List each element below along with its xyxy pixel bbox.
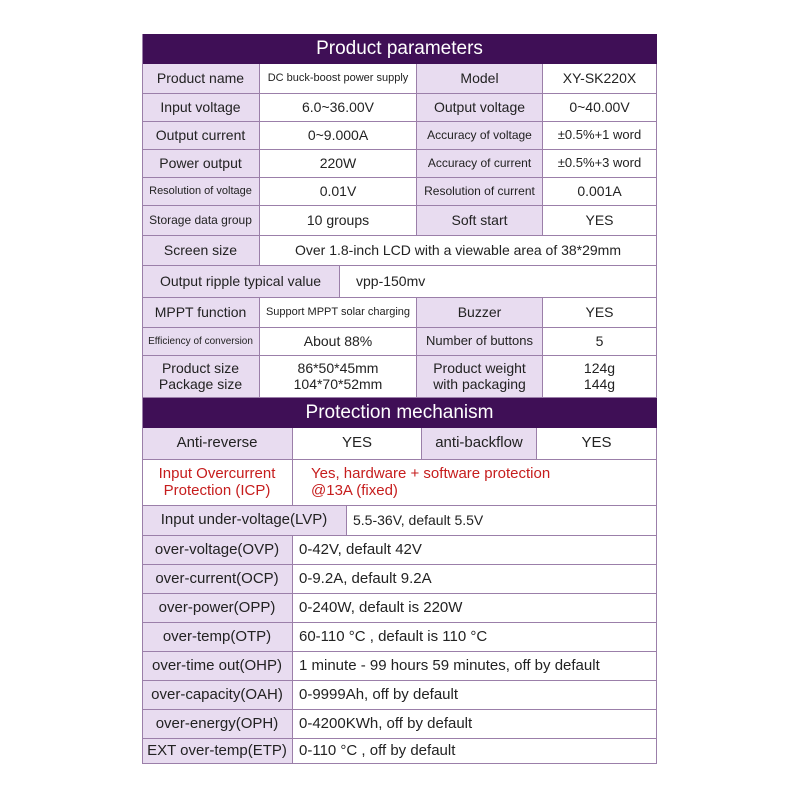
row-power — [142, 150, 657, 178]
model-value: XY-SK220X — [543, 64, 657, 94]
row-icp — [142, 460, 657, 506]
oph-label: over-energy(OPH) — [142, 710, 293, 739]
mppt-value: Support MPPT solar charging — [260, 298, 417, 328]
row-anti-reverse — [142, 428, 657, 460]
row-efficiency — [142, 328, 657, 356]
with-packaging-label: with packaging — [433, 375, 526, 392]
resolution-current-value: 0.001A — [543, 178, 657, 206]
product-parameters-header: Product parameters — [142, 34, 657, 64]
row-current — [142, 122, 657, 150]
ripple-value: vpp-150mv — [340, 266, 657, 298]
icp-label-line-1: Input Overcurrent — [158, 465, 276, 482]
output-voltage-label: Output voltage — [417, 94, 543, 122]
weight-labels — [417, 356, 543, 398]
buzzer-label: Buzzer — [417, 298, 543, 328]
soft-start-value: YES — [543, 206, 657, 236]
screen-size-value: Over 1.8-inch LCD with a viewable area of 38*29mm — [260, 236, 657, 266]
anti-backflow-value: YES — [537, 428, 657, 460]
buzzer-value: YES — [543, 298, 657, 328]
row-oah — [142, 681, 657, 710]
icp-value — [293, 460, 657, 506]
anti-reverse-value: YES — [293, 428, 422, 460]
row-product-name — [142, 64, 657, 94]
ocp-value: 0-9.2A, default 9.2A — [293, 565, 657, 594]
output-current-value: 0~9.000A — [260, 122, 417, 150]
size-values — [260, 356, 417, 398]
oah-label: over-capacity(OAH) — [142, 681, 293, 710]
row-size-weight — [142, 356, 657, 398]
weight-values — [543, 356, 657, 398]
efficiency-label: Efficiency of conversion — [142, 328, 260, 356]
product-name-label: Product name — [142, 64, 260, 94]
input-voltage-label: Input voltage — [142, 94, 260, 122]
otp-value: 60-110 °C , default is 110 °C — [293, 623, 657, 652]
opp-value: 0-240W, default is 220W — [293, 594, 657, 623]
lvp-value: 5.5-36V, default 5.5V — [347, 506, 657, 536]
icp-label-line-2: Protection (ICP) — [163, 481, 271, 499]
ocp-label: over-current(OCP) — [142, 565, 293, 594]
row-ripple — [142, 266, 657, 298]
accuracy-voltage-label: Accuracy of voltage — [417, 122, 543, 150]
row-ocp — [142, 565, 657, 594]
row-voltage — [142, 94, 657, 122]
row-otp — [142, 623, 657, 652]
ohp-label: over-time out(OHP) — [142, 652, 293, 681]
etp-label: EXT over-temp(ETP) — [142, 739, 293, 764]
icp-value-line-2: @13A (fixed) — [311, 481, 398, 499]
etp-value: 0-110 °C , off by default — [293, 739, 657, 764]
screen-size-label: Screen size — [142, 236, 260, 266]
accuracy-voltage-value: ±0.5%+1 word — [543, 122, 657, 150]
ovp-value: 0-42V, default 42V — [293, 536, 657, 565]
row-screen — [142, 236, 657, 266]
buttons-label: Number of buttons — [417, 328, 543, 356]
output-voltage-value: 0~40.00V — [543, 94, 657, 122]
ripple-label: Output ripple typical value — [142, 266, 340, 298]
package-size-value: 104*70*52mm — [293, 375, 383, 392]
input-voltage-value: 6.0~36.00V — [260, 94, 417, 122]
row-storage — [142, 206, 657, 236]
package-size-label: Package size — [158, 375, 243, 392]
row-resolution — [142, 178, 657, 206]
storage-label: Storage data group — [142, 206, 260, 236]
ovp-label: over-voltage(OVP) — [142, 536, 293, 565]
buttons-value: 5 — [543, 328, 657, 356]
resolution-voltage-value: 0.01V — [260, 178, 417, 206]
product-name-value: DC buck-boost power supply — [260, 64, 417, 94]
icp-label — [142, 460, 293, 506]
soft-start-label: Soft start — [417, 206, 543, 236]
lvp-label: Input under-voltage(LVP) — [142, 506, 347, 536]
power-output-label: Power output — [142, 150, 260, 178]
product-weight-value: 124g — [583, 360, 616, 377]
model-label: Model — [417, 64, 543, 94]
otp-label: over-temp(OTP) — [142, 623, 293, 652]
anti-backflow-label: anti-backflow — [422, 428, 537, 460]
row-mppt — [142, 298, 657, 328]
row-etp — [142, 739, 657, 764]
parameter-sheet — [142, 34, 657, 764]
row-ovp — [142, 536, 657, 565]
ohp-value: 1 minute - 99 hours 59 minutes, off by default — [293, 652, 657, 681]
row-ohp — [142, 652, 657, 681]
power-output-value: 220W — [260, 150, 417, 178]
oph-value: 0-4200KWh, off by default — [293, 710, 657, 739]
accuracy-current-label: Accuracy of current — [417, 150, 543, 178]
storage-value: 10 groups — [260, 206, 417, 236]
opp-label: over-power(OPP) — [142, 594, 293, 623]
mppt-label: MPPT function — [142, 298, 260, 328]
row-opp — [142, 594, 657, 623]
accuracy-current-value: ±0.5%+3 word — [543, 150, 657, 178]
efficiency-value: About 88% — [260, 328, 417, 356]
product-weight-label: Product weight — [433, 360, 526, 377]
resolution-voltage-label: Resolution of voltage — [142, 178, 260, 206]
row-oph — [142, 710, 657, 739]
package-weight-value: 144g — [583, 375, 616, 392]
size-labels — [142, 356, 260, 398]
anti-reverse-label: Anti-reverse — [142, 428, 293, 460]
oah-value: 0-9999Ah, off by default — [293, 681, 657, 710]
row-lvp — [142, 506, 657, 536]
protection-mechanism-header: Protection mechanism — [142, 398, 657, 428]
product-size-label: Product size — [161, 360, 240, 377]
product-size-value: 86*50*45mm — [297, 360, 379, 377]
output-current-label: Output current — [142, 122, 260, 150]
icp-value-line-1: Yes, hardware + software protection — [311, 465, 551, 482]
resolution-current-label: Resolution of current — [417, 178, 543, 206]
